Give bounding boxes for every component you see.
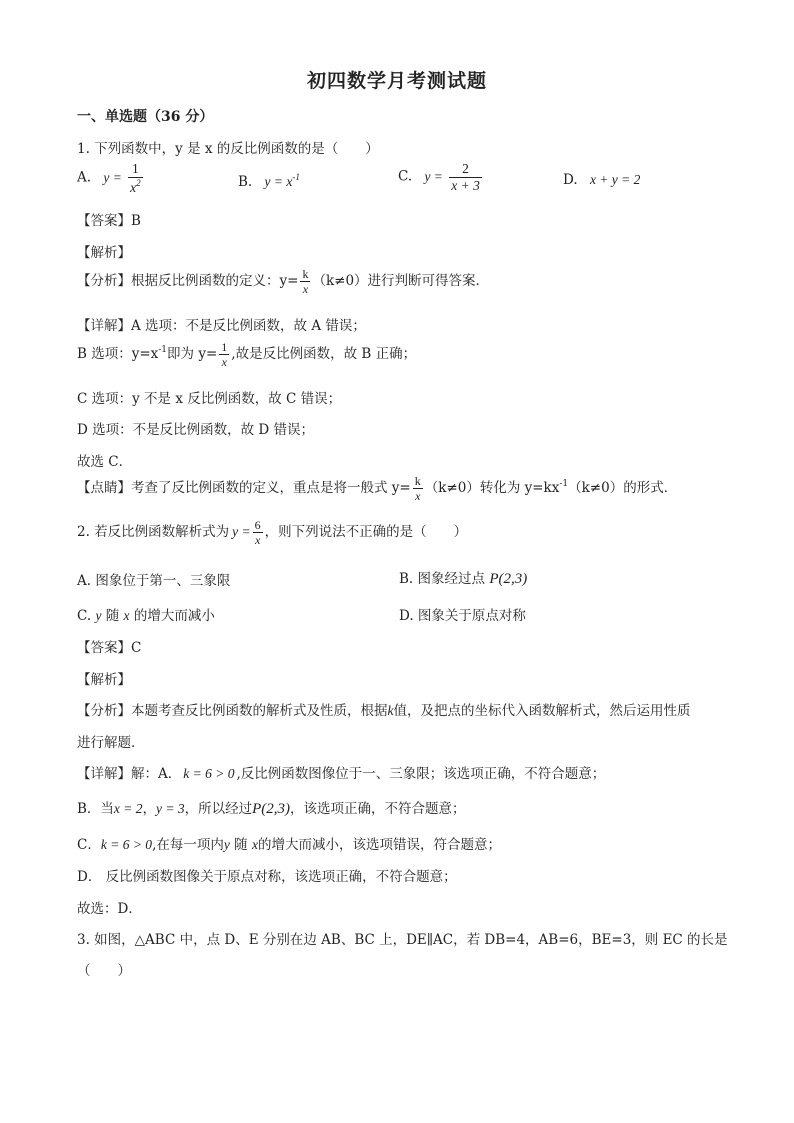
q2-option-c: C. y 随 x 的增大而减小: [77, 608, 215, 624]
q2-stem: 2. 若反比例函数解析式为 y = $\frac{6}{x}$ ，则下列说法不正确的是（ ）: [77, 518, 468, 547]
q2-jiexi: 【解析】: [77, 672, 131, 688]
q1-option-b: B. $y = x^{-1}$: [238, 172, 300, 190]
page-title: 初四数学月考测试题: [306, 70, 487, 92]
q1-option-d-expr: x + y = 2: [589, 172, 641, 187]
q2-detail-b: B．当x = 2，y = 3，所以经过P(2,3)，该选项正确，不符合题意；: [77, 801, 466, 817]
q2-option-b: B. 图象经过点 P(2,3): [399, 571, 528, 587]
q2-detail-d: D． 反比例函数图像关于原点对称，该选项正确，不符合题意；: [77, 869, 457, 885]
q1-analysis: 【分析】根据反比例函数的定义：y= $\frac{k}{x}$ （k≠0）进行判断可得答案．: [77, 267, 490, 296]
q1-stem: 1. 下列函数中，y 是 x 的反比例函数的是（ ）: [77, 141, 379, 157]
q1-detail-b-fraction: $\frac{1}{x}$: [221, 340, 228, 369]
q2-stem-fraction: $\frac{6}{x}$: [254, 518, 261, 547]
q1-answer: 【答案】B: [77, 213, 141, 229]
q1-detail-a: 【详解】A 选项：不是反比例函数，故 A 错误；: [77, 318, 366, 334]
q1-detail-b: B 选项：$y=x^{-1}$即为 y= $\frac{1}{x}$ ,故是反比例函数，故 B 正确；: [77, 340, 417, 369]
q2-analysis-line2: 进行解题．: [77, 735, 145, 751]
q1-option-c-lhs: y =: [424, 168, 443, 184]
q2-answer: 【答案】C: [77, 640, 142, 656]
q3-stem-line2: （ ）: [77, 963, 131, 979]
q2-option-a: A. 图象位于第一、三象限: [77, 573, 231, 589]
q1-comment: 【点睛】考查了反比例函数的定义，重点是将一般式 y= $\frac{k}{x}$ （k≠0）转化为 $y=kx^{-1}(k\ne 0)$的形式．: [77, 474, 678, 503]
q2-option-d: D. 图象关于原点对称: [399, 608, 526, 624]
q1-option-a-lhs: y =: [103, 169, 122, 185]
q2-detail-conclusion: 故选：D．: [77, 901, 142, 917]
q1-option-b-label: B.: [238, 174, 253, 190]
q1-jiexi: 【解析】: [77, 245, 131, 261]
q2-analysis: 【分析】本题考查反比例函数的解析式及性质，根据k值，及把点的坐标代入函数解析式，然后运用性质: [77, 703, 691, 719]
q1-option-c-fraction: $\frac{2}{x + 3}$: [451, 161, 480, 193]
q1-analysis-fraction: $\frac{k}{x}$: [302, 267, 309, 296]
q1-option-c-label: C.: [398, 168, 413, 185]
q1-option-d: [563, 172, 640, 188]
q3-stem: 3. 如图，△ABC 中，点 D、E 分别在边 AB、BC 上，DE∥AC，若 DB=4，AB=6，BE=3，则 EC 的长是: [77, 932, 728, 948]
section-heading: 一、单选题（36 分）: [77, 109, 214, 125]
q1-option-a-label: A.: [77, 169, 92, 186]
q1-detail-c: C 选项：y 不是 x 反比例函数，故 C 错误；: [77, 391, 342, 407]
q1-option-a: [77, 162, 145, 194]
q2-detail-c: C．k = 6 > 0,在每一项内y 随 x的增大而减小，该选项错误，符合题意；: [77, 837, 501, 853]
q1-detail-conclusion: 故选 C．: [77, 454, 133, 470]
q1-option-c: [398, 162, 484, 192]
q1-option-d-label: D.: [563, 172, 578, 188]
q1-option-b-expr: y = x: [264, 174, 293, 189]
q1-comment-fraction: $\frac{k}{x}$: [414, 474, 421, 503]
q2-detail-a: 【详解】解：A． k = 6 > 0 ,反比例函数图像位于一、三象限；该选项正确，不符合题意；: [77, 766, 606, 782]
q1-detail-d: D 选项：不是反比例函数，故 D 错误；: [77, 422, 315, 438]
q1-option-a-fraction: $\frac{1}{x^2}$: [130, 161, 141, 195]
